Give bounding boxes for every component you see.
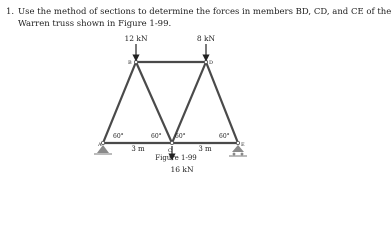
joint-A — [101, 141, 104, 144]
member-CD — [172, 62, 206, 143]
load-label-B: 12 kN — [124, 34, 148, 43]
problem-text-line-1: Use the method of sections to determine the forces in members BD, CD, and CE of the — [18, 7, 391, 17]
problem-text-line-2: Warren truss shown in Figure 1-99. — [18, 19, 172, 29]
angle-label-E: 60° — [219, 133, 230, 140]
span-label-AC: 3 m — [131, 145, 145, 153]
load-label-D: 8 kN — [196, 34, 216, 43]
member-BC — [136, 62, 172, 143]
problem-number: 1. — [6, 7, 15, 17]
member-DE — [206, 62, 238, 143]
angle-label-C-left: 60° — [151, 133, 162, 140]
support-pin-A — [94, 145, 112, 154]
node-label-E: E — [241, 142, 245, 148]
figure-caption: Figure 1-99 — [155, 154, 197, 162]
angle-label-A: 60° — [113, 133, 124, 140]
node-label-C: C — [168, 148, 172, 154]
angle-label-C-right: 60° — [175, 133, 186, 140]
joint-D — [204, 60, 207, 63]
span-label-CE: 3 m — [198, 145, 212, 153]
node-label-A: A — [98, 142, 102, 148]
joint-B — [134, 60, 137, 63]
node-label-D: D — [209, 60, 214, 66]
joint-E — [236, 141, 239, 144]
load-label-C: 16 kN — [170, 165, 194, 174]
joint-C — [170, 141, 173, 144]
node-label-B: B — [128, 60, 132, 66]
truss-members — [103, 62, 238, 143]
member-AB — [103, 62, 136, 143]
